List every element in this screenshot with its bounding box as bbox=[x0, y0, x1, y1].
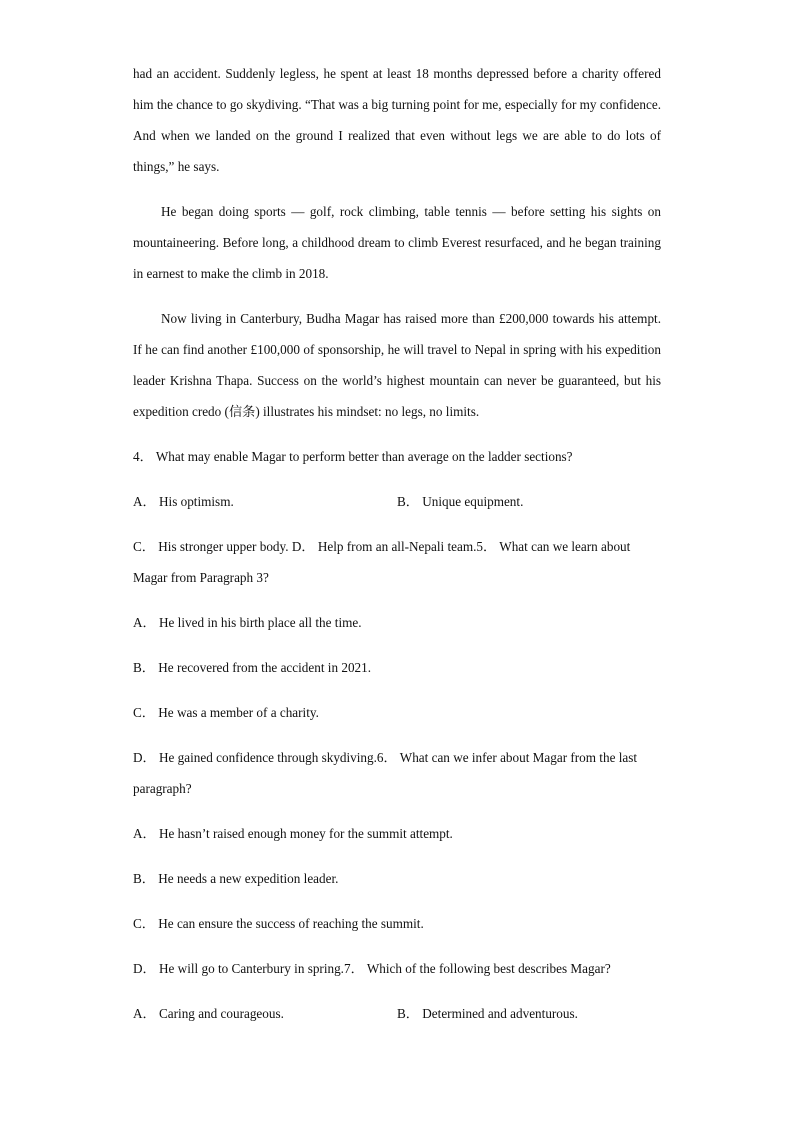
question-5-option-a: A． He lived in his birth place all the time. bbox=[133, 615, 362, 630]
passage-paragraph-3: Now living in Canterbury, Budha Magar has raised more than £200,000 towards his attempt. If he can find another £100,000 of sponsorship, he will travel to Nepal in spring with his expedition leader Krishna Thapa. Success on the world’s highest mountain can never be guaranteed, but his expedition credo (信条) illustrates his mindset: no legs, no limits. bbox=[133, 311, 661, 419]
question-6-d-question-7-stem: D． He will go to Canterbury in spring.7． Which of the following best describes Magar? bbox=[133, 961, 611, 976]
question-4-option-a: A． His optimism. bbox=[133, 494, 234, 509]
question-6 bbox=[133, 742, 661, 939]
question-4-options-ab bbox=[133, 486, 661, 517]
passage-paragraph-2: He began doing sports — golf, rock climbing, table tennis — before setting his sights on mountaineering. Before long, a childhood dream to climb Everest resurfaced, and he began training in earnest to make the climb in 2018. bbox=[133, 204, 661, 281]
question-5 bbox=[133, 531, 661, 728]
question-7 bbox=[133, 953, 661, 1029]
question-4-stem: 4． What may enable Magar to perform better than average on the ladder sections? bbox=[133, 449, 573, 464]
question-5-d-question-6-stem: D． He gained confidence through skydiving.6． What can we infer about Magar from the last paragraph? bbox=[133, 750, 638, 796]
question-6-option-c: C． He can ensure the success of reaching the summit. bbox=[133, 916, 424, 931]
question-7-option-a: A． Caring and courageous. bbox=[133, 1006, 284, 1021]
question-4-cd-question-5-stem: C． His stronger upper body. D． Help from an all-Nepali team.5． What can we learn about Magar from Paragraph 3? bbox=[133, 539, 631, 585]
question-6-option-b: B． He needs a new expedition leader. bbox=[133, 871, 339, 886]
question-5-option-b: B． He recovered from the accident in 2021. bbox=[133, 660, 372, 675]
question-5-option-c: C． He was a member of a charity. bbox=[133, 705, 319, 720]
question-7-options-ab bbox=[133, 998, 661, 1029]
question-4 bbox=[133, 441, 661, 517]
question-6-option-a: A． He hasn’t raised enough money for the summit attempt. bbox=[133, 826, 453, 841]
question-7-option-b: B． Determined and adventurous. bbox=[397, 1006, 578, 1021]
document-page bbox=[133, 58, 661, 1029]
passage-paragraph-1: had an accident. Suddenly legless, he spent at least 18 months depressed before a charity offered him the chance to go skydiving. “That was a big turning point for me, especially for my confidence. And when we landed on the ground I realized that even without legs we are able to do lots of things,” he says. bbox=[133, 66, 661, 174]
question-4-option-b: B． Unique equipment. bbox=[397, 494, 524, 509]
